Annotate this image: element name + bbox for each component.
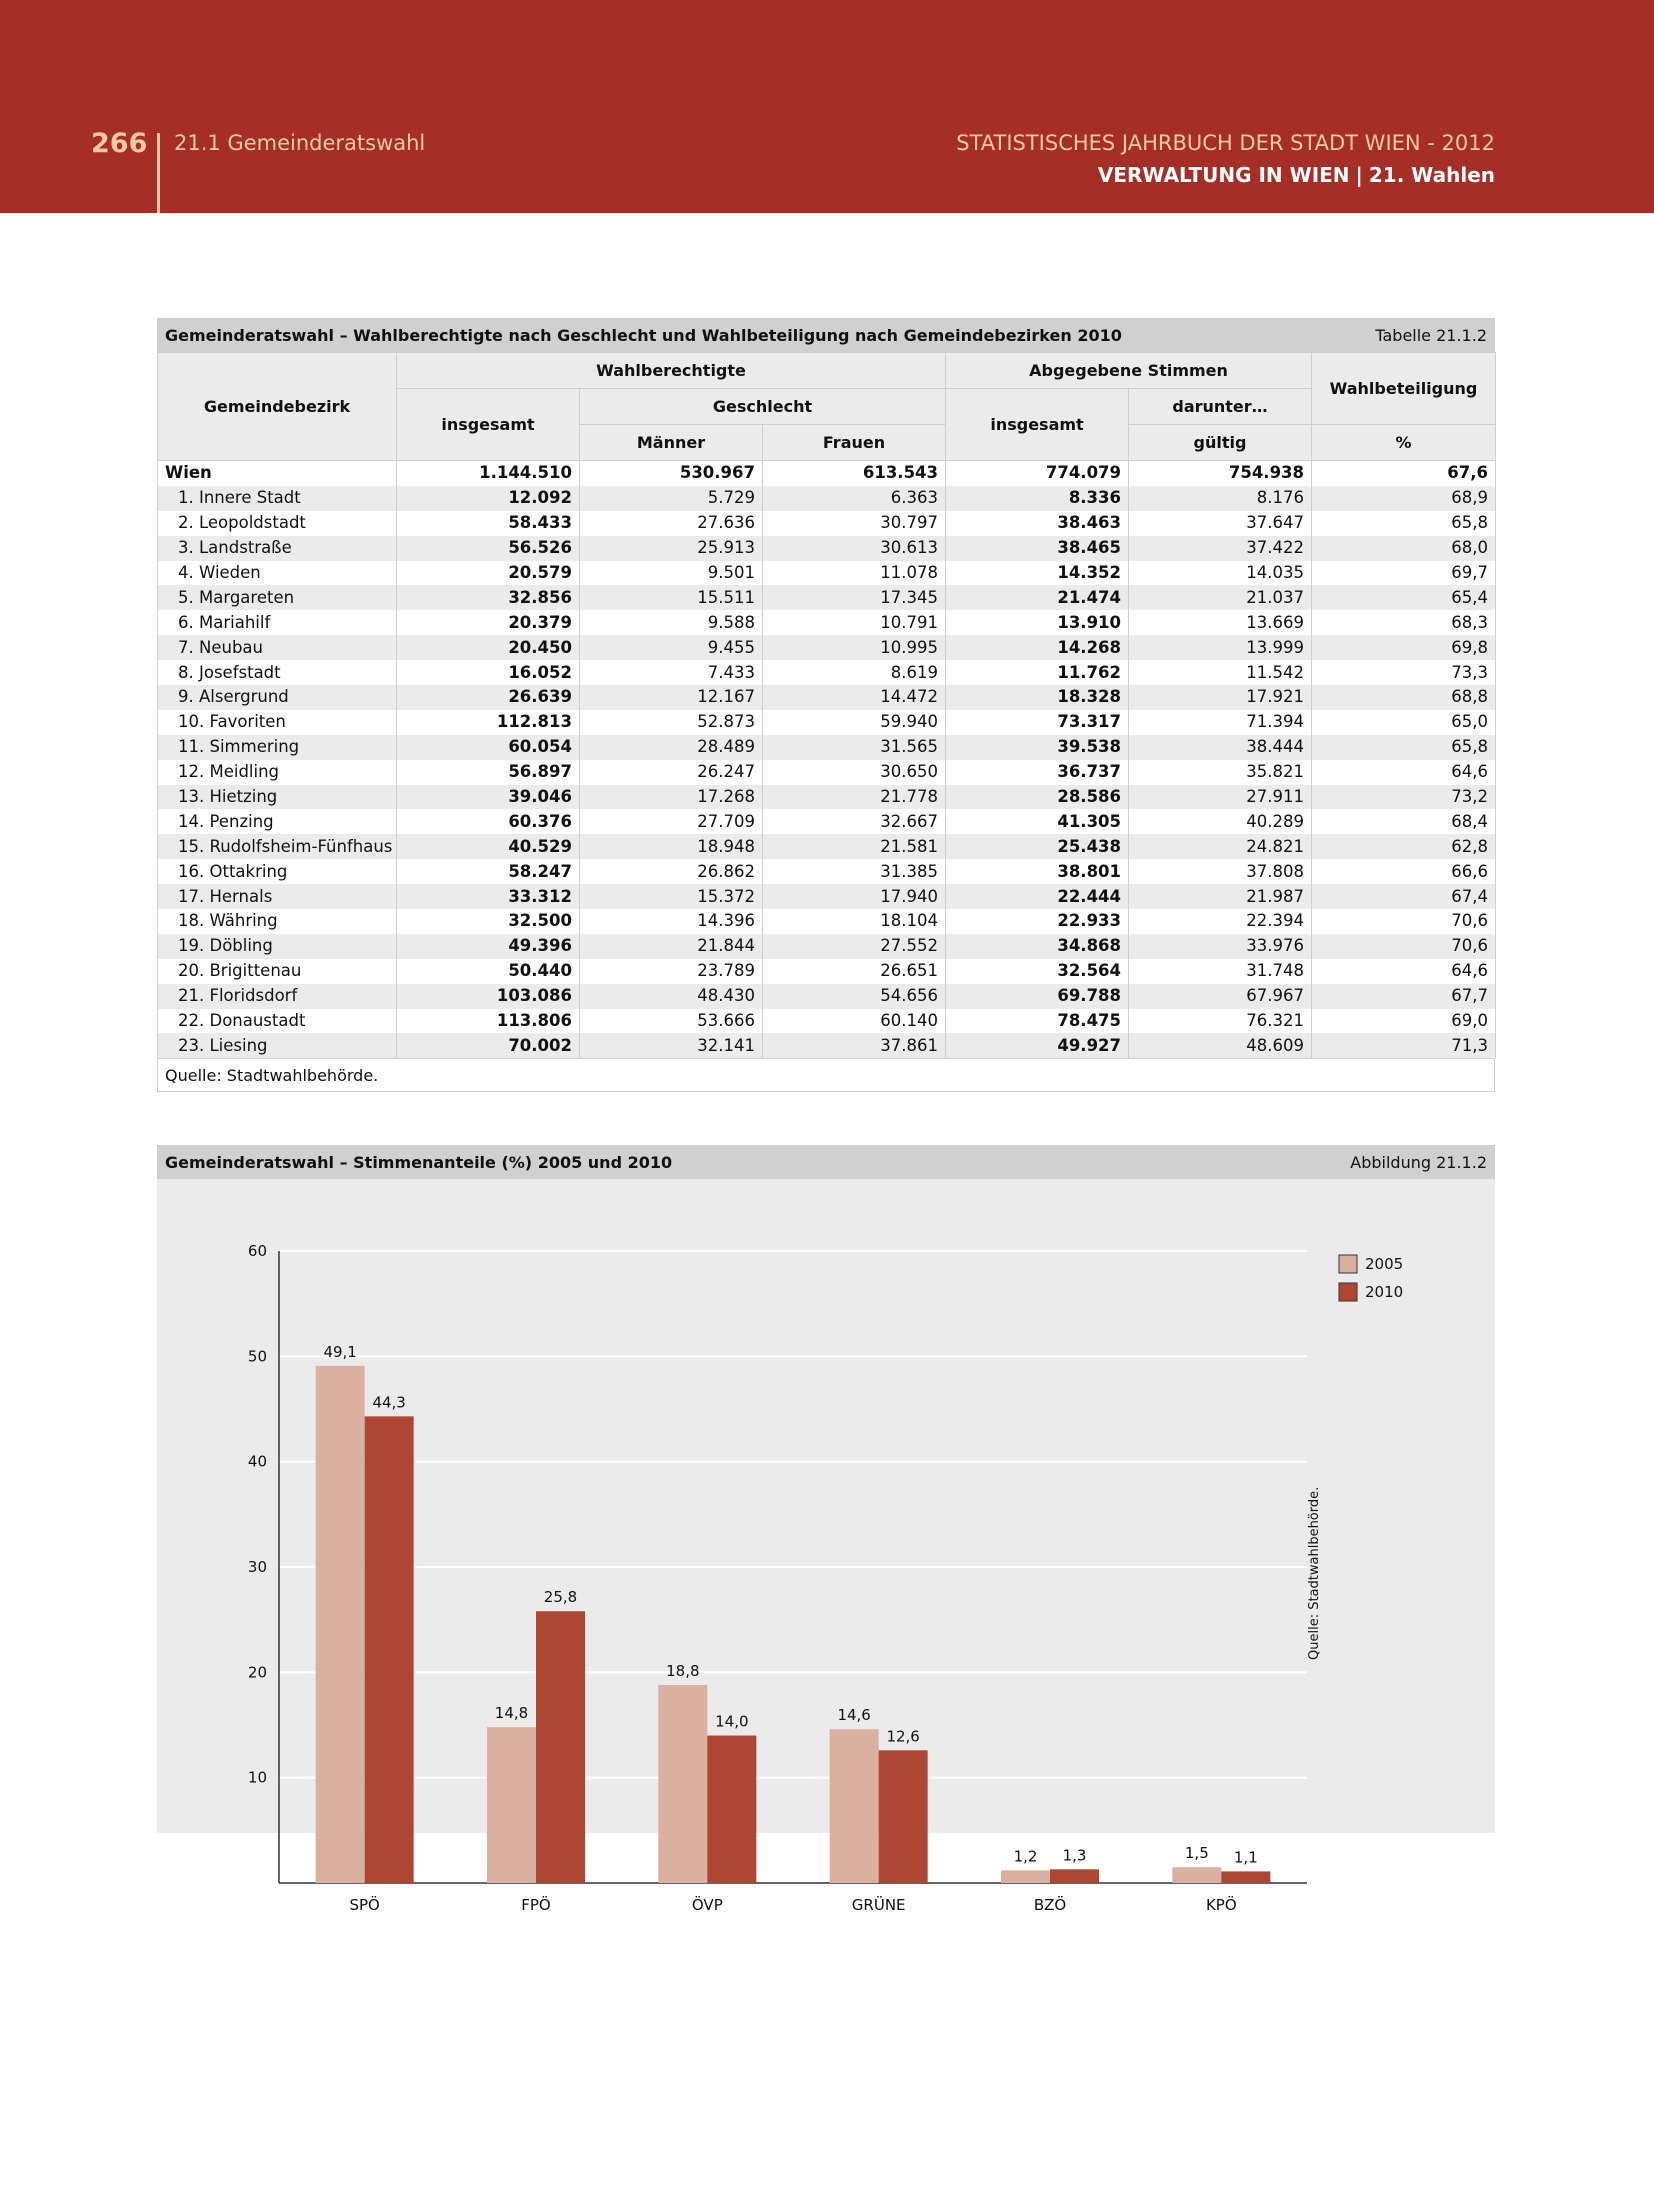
table-row: [158, 561, 1496, 586]
district-cell: 22. Donaustadt: [158, 1009, 397, 1034]
bar-2010: [365, 1416, 414, 1883]
value-cell: 48.609: [1129, 1033, 1312, 1058]
bar-value-label: 14,6: [837, 1706, 871, 1725]
value-cell: 28.586: [946, 785, 1129, 810]
value-cell: 32.500: [397, 909, 580, 934]
bar-2005: [487, 1727, 536, 1883]
value-cell: 11.542: [1129, 660, 1312, 685]
value-cell: 14.035: [1129, 561, 1312, 586]
value-cell: 65,4: [1312, 585, 1496, 610]
value-cell: 112.813: [397, 710, 580, 735]
value-cell: 56.526: [397, 536, 580, 561]
value-cell: 27.709: [580, 809, 763, 834]
table-row: [158, 635, 1496, 660]
chapter-title: [1098, 163, 1495, 187]
value-cell: 40.529: [397, 834, 580, 859]
value-cell: 17.940: [763, 884, 946, 909]
value-cell: 24.821: [1129, 834, 1312, 859]
value-cell: 22.933: [946, 909, 1129, 934]
header-district: Gemeindebezirk: [158, 353, 397, 461]
value-cell: 7.433: [580, 660, 763, 685]
x-tick-label: GRÜNE: [851, 1896, 906, 1914]
table-row: [158, 685, 1496, 710]
table-row: [158, 710, 1496, 735]
value-cell: 69,7: [1312, 561, 1496, 586]
value-cell: 5.729: [580, 486, 763, 511]
table-row: [158, 884, 1496, 909]
table-row: [158, 834, 1496, 859]
y-tick-label: 40: [247, 1452, 267, 1471]
value-cell: 31.385: [763, 859, 946, 884]
value-cell: 9.455: [580, 635, 763, 660]
value-cell: 113.806: [397, 1009, 580, 1034]
header-valid: gültig: [1129, 425, 1312, 461]
x-tick-label: FPÖ: [521, 1896, 551, 1914]
district-cell: 7. Neubau: [158, 635, 397, 660]
table-source: Quelle: Stadtwahlbehörde.: [157, 1058, 1495, 1092]
value-cell: 25.438: [946, 834, 1129, 859]
value-cell: 20.379: [397, 610, 580, 635]
district-cell: Wien: [158, 461, 397, 486]
header-votes: Abgegebene Stimmen: [946, 353, 1312, 389]
district-cell: 9. Alsergrund: [158, 685, 397, 710]
value-cell: 49.396: [397, 934, 580, 959]
value-cell: 31.748: [1129, 959, 1312, 984]
value-cell: 38.444: [1129, 735, 1312, 760]
table-row: [158, 809, 1496, 834]
district-cell: 21. Floridsdorf: [158, 984, 397, 1009]
value-cell: 37.647: [1129, 511, 1312, 536]
value-cell: 30.650: [763, 760, 946, 785]
value-cell: 17.921: [1129, 685, 1312, 710]
value-cell: 52.873: [580, 710, 763, 735]
bar-2010: [879, 1750, 928, 1883]
value-cell: 48.430: [580, 984, 763, 1009]
data-table: [157, 352, 1496, 1058]
value-cell: 68,3: [1312, 610, 1496, 635]
value-cell: 26.651: [763, 959, 946, 984]
value-cell: 15.511: [580, 585, 763, 610]
value-cell: 25.913: [580, 536, 763, 561]
value-cell: 13.999: [1129, 635, 1312, 660]
table-row: [158, 909, 1496, 934]
value-cell: 32.856: [397, 585, 580, 610]
chapter-separator: |: [1355, 163, 1363, 187]
value-cell: 33.312: [397, 884, 580, 909]
bar-value-label: 25,8: [543, 1588, 578, 1607]
value-cell: 68,9: [1312, 486, 1496, 511]
value-cell: 18.328: [946, 685, 1129, 710]
district-cell: 4. Wieden: [158, 561, 397, 586]
value-cell: 27.552: [763, 934, 946, 959]
bar-value-label: 1,5: [1184, 1844, 1209, 1863]
table-row: [158, 536, 1496, 561]
district-cell: 2. Leopoldstadt: [158, 511, 397, 536]
table-row: [158, 760, 1496, 785]
x-tick-label: BZÖ: [1033, 1896, 1067, 1914]
value-cell: 38.801: [946, 859, 1129, 884]
value-cell: 26.247: [580, 760, 763, 785]
y-tick-label: 30: [247, 1558, 267, 1576]
value-cell: 65,0: [1312, 710, 1496, 735]
bar-value-label: 1,3: [1062, 1846, 1087, 1865]
page-number: 266: [91, 128, 148, 159]
value-cell: 28.489: [580, 735, 763, 760]
value-cell: 8.336: [946, 486, 1129, 511]
value-cell: 38.465: [946, 536, 1129, 561]
value-cell: 530.967: [580, 461, 763, 486]
table-row: [158, 959, 1496, 984]
value-cell: 39.538: [946, 735, 1129, 760]
value-cell: 13.910: [946, 610, 1129, 635]
table-row: [158, 1033, 1496, 1058]
bar-value-label: 44,3: [372, 1393, 406, 1412]
value-cell: 14.472: [763, 685, 946, 710]
table-row: [158, 735, 1496, 760]
district-cell: 17. Hernals: [158, 884, 397, 909]
district-cell: 5. Margareten: [158, 585, 397, 610]
bar-chart: [157, 1179, 1495, 1914]
district-cell: 10. Favoriten: [158, 710, 397, 735]
value-cell: 73,2: [1312, 785, 1496, 810]
legend-swatch-2010: [1339, 1283, 1357, 1301]
table-row: [158, 585, 1496, 610]
x-tick-label: SPÖ: [349, 1896, 380, 1914]
value-cell: 9.588: [580, 610, 763, 635]
value-cell: 65,8: [1312, 511, 1496, 536]
district-cell: 23. Liesing: [158, 1033, 397, 1058]
bar-2010: [707, 1736, 756, 1883]
district-cell: 18. Währing: [158, 909, 397, 934]
district-cell: 11. Simmering: [158, 735, 397, 760]
value-cell: 21.778: [763, 785, 946, 810]
value-cell: 40.289: [1129, 809, 1312, 834]
figure-number: Abbildung 21.1.2: [1350, 1152, 1487, 1172]
value-cell: 53.666: [580, 1009, 763, 1034]
district-cell: 20. Brigittenau: [158, 959, 397, 984]
value-cell: 27.911: [1129, 785, 1312, 810]
value-cell: 10.995: [763, 635, 946, 660]
value-cell: 754.938: [1129, 461, 1312, 486]
value-cell: 11.762: [946, 660, 1129, 685]
value-cell: 49.927: [946, 1033, 1129, 1058]
header-men: Männer: [580, 425, 763, 461]
value-cell: 64,6: [1312, 760, 1496, 785]
bar-value-label: 1,2: [1013, 1847, 1038, 1866]
value-cell: 14.268: [946, 635, 1129, 660]
header-gender: Geschlecht: [580, 389, 946, 425]
value-cell: 35.821: [1129, 760, 1312, 785]
value-cell: 14.352: [946, 561, 1129, 586]
value-cell: 69,8: [1312, 635, 1496, 660]
value-cell: 67,4: [1312, 884, 1496, 909]
district-cell: 19. Döbling: [158, 934, 397, 959]
value-cell: 67,6: [1312, 461, 1496, 486]
value-cell: 32.141: [580, 1033, 763, 1058]
table-row: [158, 785, 1496, 810]
value-cell: 26.862: [580, 859, 763, 884]
value-cell: 36.737: [946, 760, 1129, 785]
x-tick-label: KPÖ: [1205, 1896, 1237, 1914]
value-cell: 34.868: [946, 934, 1129, 959]
district-cell: 13. Hietzing: [158, 785, 397, 810]
value-cell: 23.789: [580, 959, 763, 984]
value-cell: 18.948: [580, 834, 763, 859]
district-cell: 12. Meidling: [158, 760, 397, 785]
chapter-left: VERWALTUNG IN WIEN: [1097, 163, 1350, 187]
bar-2005: [1001, 1870, 1050, 1883]
value-cell: 65,8: [1312, 735, 1496, 760]
table-row: [158, 486, 1496, 511]
bar-2005: [830, 1729, 879, 1883]
value-cell: 37.808: [1129, 859, 1312, 884]
value-cell: 30.797: [763, 511, 946, 536]
header-divider: [157, 133, 160, 213]
value-cell: 21.474: [946, 585, 1129, 610]
value-cell: 59.940: [763, 710, 946, 735]
bar-value-label: 18,8: [666, 1661, 700, 1680]
bar-2010: [536, 1611, 585, 1883]
value-cell: 50.440: [397, 959, 580, 984]
value-cell: 8.176: [1129, 486, 1312, 511]
value-cell: 60.376: [397, 809, 580, 834]
value-cell: 37.422: [1129, 536, 1312, 561]
table-row: [158, 461, 1496, 486]
bar-2010: [1050, 1869, 1099, 1883]
district-cell: 3. Landstraße: [158, 536, 397, 561]
district-cell: 16. Ottakring: [158, 859, 397, 884]
legend-label: 2010: [1365, 1283, 1404, 1301]
value-cell: 64,6: [1312, 959, 1496, 984]
bar-value-label: 14,0: [715, 1712, 749, 1731]
value-cell: 21.844: [580, 934, 763, 959]
bar-value-label: 49,1: [323, 1342, 357, 1361]
value-cell: 21.581: [763, 834, 946, 859]
y-tick-label: 50: [247, 1347, 267, 1366]
value-cell: 27.636: [580, 511, 763, 536]
figure-block: [157, 1145, 1495, 1914]
value-cell: 70,6: [1312, 909, 1496, 934]
value-cell: 103.086: [397, 984, 580, 1009]
table-row: [158, 660, 1496, 685]
value-cell: 13.669: [1129, 610, 1312, 635]
value-cell: 71.394: [1129, 710, 1312, 735]
value-cell: 54.656: [763, 984, 946, 1009]
table-caption: [157, 318, 1495, 352]
value-cell: 12.092: [397, 486, 580, 511]
value-cell: 21.987: [1129, 884, 1312, 909]
x-tick-label: ÖVP: [691, 1896, 723, 1914]
district-cell: 14. Penzing: [158, 809, 397, 834]
value-cell: 22.444: [946, 884, 1129, 909]
value-cell: 69,0: [1312, 1009, 1496, 1034]
value-cell: 6.363: [763, 486, 946, 511]
value-cell: 73.317: [946, 710, 1129, 735]
value-cell: 56.897: [397, 760, 580, 785]
chapter-right: 21. Wahlen: [1368, 163, 1495, 187]
value-cell: 32.667: [763, 809, 946, 834]
value-cell: 58.247: [397, 859, 580, 884]
value-cell: 38.463: [946, 511, 1129, 536]
bar-2005: [658, 1685, 707, 1883]
value-cell: 66,6: [1312, 859, 1496, 884]
value-cell: 30.613: [763, 536, 946, 561]
value-cell: 71,3: [1312, 1033, 1496, 1058]
value-cell: 16.052: [397, 660, 580, 685]
figure-caption: [157, 1145, 1495, 1179]
table-row: [158, 984, 1496, 1009]
value-cell: 21.037: [1129, 585, 1312, 610]
value-cell: 60.140: [763, 1009, 946, 1034]
bar-value-label: 1,1: [1233, 1848, 1258, 1867]
figure-side-source: Quelle: Stadtwahlbehörde.: [1307, 1486, 1322, 1660]
value-cell: 26.639: [397, 685, 580, 710]
value-cell: 78.475: [946, 1009, 1129, 1034]
value-cell: 9.501: [580, 561, 763, 586]
value-cell: 14.396: [580, 909, 763, 934]
table-row: [158, 934, 1496, 959]
value-cell: 613.543: [763, 461, 946, 486]
value-cell: 60.054: [397, 735, 580, 760]
value-cell: 58.433: [397, 511, 580, 536]
header-votes-total: insgesamt: [946, 389, 1129, 461]
value-cell: 73,3: [1312, 660, 1496, 685]
header-women: Frauen: [763, 425, 946, 461]
bar-value-label: 14,8: [494, 1704, 529, 1723]
value-cell: 76.321: [1129, 1009, 1312, 1034]
header-of-which: darunter…: [1129, 389, 1312, 425]
table-block: [157, 318, 1495, 1092]
y-tick-label: 60: [247, 1242, 267, 1260]
value-cell: 22.394: [1129, 909, 1312, 934]
legend-label: 2005: [1365, 1255, 1404, 1273]
value-cell: 33.976: [1129, 934, 1312, 959]
value-cell: 8.619: [763, 660, 946, 685]
table-row: [158, 511, 1496, 536]
value-cell: 1.144.510: [397, 461, 580, 486]
value-cell: 68,8: [1312, 685, 1496, 710]
value-cell: 774.079: [946, 461, 1129, 486]
value-cell: 11.078: [763, 561, 946, 586]
table-row: [158, 859, 1496, 884]
bar-2010: [1221, 1871, 1270, 1883]
value-cell: 62,8: [1312, 834, 1496, 859]
value-cell: 20.579: [397, 561, 580, 586]
figure-title: Gemeinderatswahl – Stimmenanteile (%) 2005 und 2010: [165, 1152, 673, 1172]
value-cell: 15.372: [580, 884, 763, 909]
value-cell: 17.345: [763, 585, 946, 610]
value-cell: 32.564: [946, 959, 1129, 984]
value-cell: 68,0: [1312, 536, 1496, 561]
value-cell: 17.268: [580, 785, 763, 810]
table-title: Gemeinderatswahl – Wahlberechtigte nach Geschlecht und Wahlbeteiligung nach Gemeindebezirken 2010: [165, 325, 1122, 345]
district-cell: 8. Josefstadt: [158, 660, 397, 685]
value-cell: 67.967: [1129, 984, 1312, 1009]
bar-2005: [1172, 1867, 1221, 1883]
section-title: 21.1 Gemeinderatswahl: [174, 131, 426, 155]
value-cell: 10.791: [763, 610, 946, 635]
header-eligible-total: insgesamt: [397, 389, 580, 461]
value-cell: 70.002: [397, 1033, 580, 1058]
value-cell: 18.104: [763, 909, 946, 934]
table-row: [158, 610, 1496, 635]
y-tick-label: 10: [247, 1768, 267, 1787]
district-cell: 1. Innere Stadt: [158, 486, 397, 511]
bar-value-label: 12,6: [886, 1727, 920, 1746]
legend-swatch-2005: [1339, 1255, 1357, 1273]
bar-2005: [316, 1366, 365, 1883]
page-header: [0, 0, 1654, 213]
y-tick-label: 20: [247, 1663, 267, 1682]
district-cell: 6. Mariahilf: [158, 610, 397, 635]
yearbook-title: STATISTISCHES JAHRBUCH DER STADT WIEN - 2012: [956, 131, 1495, 155]
district-cell: 15. Rudolfsheim-Fünfhaus: [158, 834, 397, 859]
value-cell: 37.861: [763, 1033, 946, 1058]
table-number: Tabelle 21.1.2: [1375, 325, 1487, 345]
table-row: [158, 1009, 1496, 1034]
header-turnout: Wahlbeteiligung: [1312, 353, 1496, 425]
value-cell: 68,4: [1312, 809, 1496, 834]
value-cell: 12.167: [580, 685, 763, 710]
header-percent: %: [1312, 425, 1496, 461]
header-eligible: Wahlberechtigte: [397, 353, 946, 389]
value-cell: 20.450: [397, 635, 580, 660]
value-cell: 69.788: [946, 984, 1129, 1009]
value-cell: 41.305: [946, 809, 1129, 834]
value-cell: 67,7: [1312, 984, 1496, 1009]
value-cell: 31.565: [763, 735, 946, 760]
value-cell: 39.046: [397, 785, 580, 810]
value-cell: 70,6: [1312, 934, 1496, 959]
